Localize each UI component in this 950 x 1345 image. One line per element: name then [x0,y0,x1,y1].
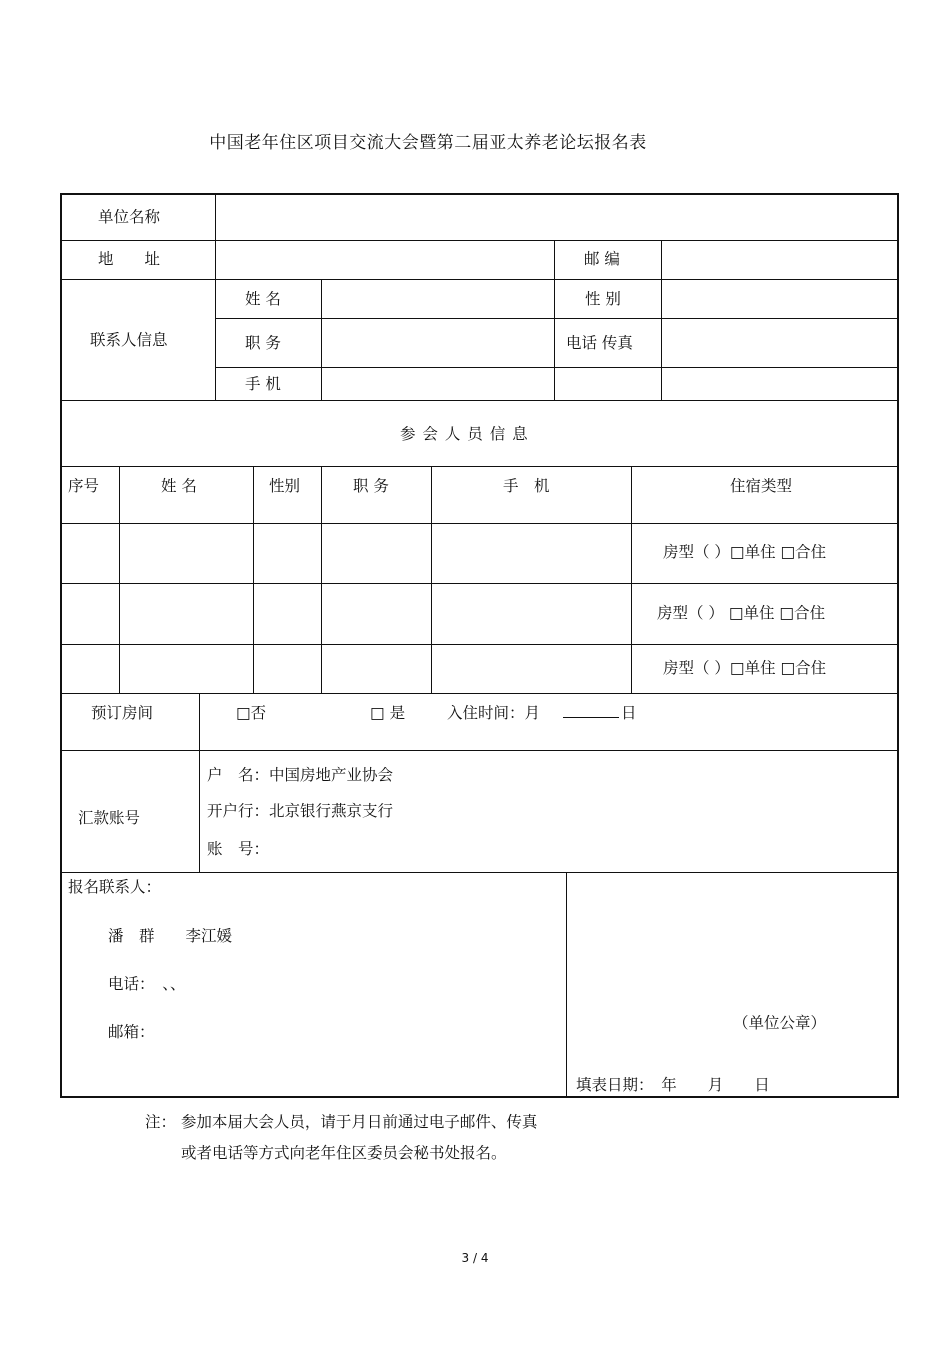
postcode-field[interactable] [663,241,897,278]
booking-yes-checkbox[interactable]: □ 是 [370,704,406,722]
header-lodging-type: 住宿类型 [730,477,793,495]
registration-contact-label: 报名联系人： [68,878,162,896]
contact-position-label: 职 务 [245,334,281,352]
postcode-label: 邮 编 [584,250,620,268]
checkin-day-blank[interactable] [563,703,619,723]
address-field[interactable] [217,241,553,278]
unit-name-label: 单位名称 [98,208,161,226]
header-position: 职 务 [353,477,389,495]
booking-no-checkbox[interactable]: □否 [236,704,267,722]
contact-section-label: 联系人信息 [90,331,168,349]
fill-date: 填表日期： 年 月 日 [576,1076,770,1094]
unit-seal-label: （单位公章） [733,1014,827,1032]
header-name: 姓 名 [161,477,197,495]
account-number: 账 号： [207,840,270,858]
header-index: 序号 [68,477,100,495]
rule [61,466,898,467]
rule [199,693,200,873]
seal-area[interactable] [568,874,896,1044]
remittance-label: 汇款账号 [78,809,141,827]
bank-name: 开户行：北京银行燕京支行 [207,802,394,820]
checkin-label: 入住时间：月 [447,704,541,722]
table-row[interactable] [62,645,631,692]
contact-phone-fax-field[interactable] [663,319,897,366]
checkin-day-label: 日 [621,704,637,722]
contact-mobile-field[interactable] [323,368,553,399]
room-type-option[interactable]: 房型（ ） □单住 □合住 [657,604,826,622]
page-title: 中国老年住区项目交流大会暨第二届亚太养老论坛报名表 [209,133,647,153]
table-row[interactable] [62,584,631,643]
unit-name-field[interactable] [217,195,896,239]
page-number: 3 / 4 [461,1251,489,1265]
rule [61,750,898,751]
room-type-option[interactable]: 房型（ ）□单住 □合住 [663,543,827,561]
rule [216,367,898,368]
contact-phone-fax-label: 电话 传真 [566,334,633,352]
table-row[interactable] [62,524,631,582]
rule [661,240,662,401]
account-name: 户 名：中国房地产业协会 [207,766,394,784]
rule [61,400,898,401]
room-type-option[interactable]: 房型（ ）□单住 □合住 [663,659,827,677]
registration-contact-names: 潘 群 李江媛 [108,927,233,945]
registration-email: 邮箱： [108,1023,155,1041]
form-border-right [897,193,899,1098]
address-label: 地 址 [98,250,161,268]
contact-gender-field[interactable] [663,280,897,317]
header-mobile: 手 机 [503,477,550,495]
registration-phone: 电话： 、、 [108,975,186,993]
rule [554,240,555,401]
form-border-bottom [60,1096,899,1098]
rule [61,693,898,694]
note-line-1: 注： 参加本届大会人员，请于月日前通过电子邮件、传真 [145,1113,538,1131]
rule [61,872,898,873]
note-line-2: 或者电话等方式向老年住区委员会秘书处报名。 [181,1144,507,1162]
attendees-section-label: 参 会 人 员 信 息 [400,425,529,443]
rule [631,466,632,694]
rule [215,194,216,401]
contact-name-label: 姓 名 [245,290,281,308]
rule [566,872,567,1097]
header-gender: 性别 [269,477,301,495]
booking-label: 预订房间 [91,704,154,722]
contact-gender-label: 性 别 [585,290,621,308]
contact-name-field[interactable] [323,280,553,317]
contact-mobile-label: 手 机 [245,375,281,393]
rule [321,279,322,401]
contact-position-field[interactable] [323,319,553,366]
